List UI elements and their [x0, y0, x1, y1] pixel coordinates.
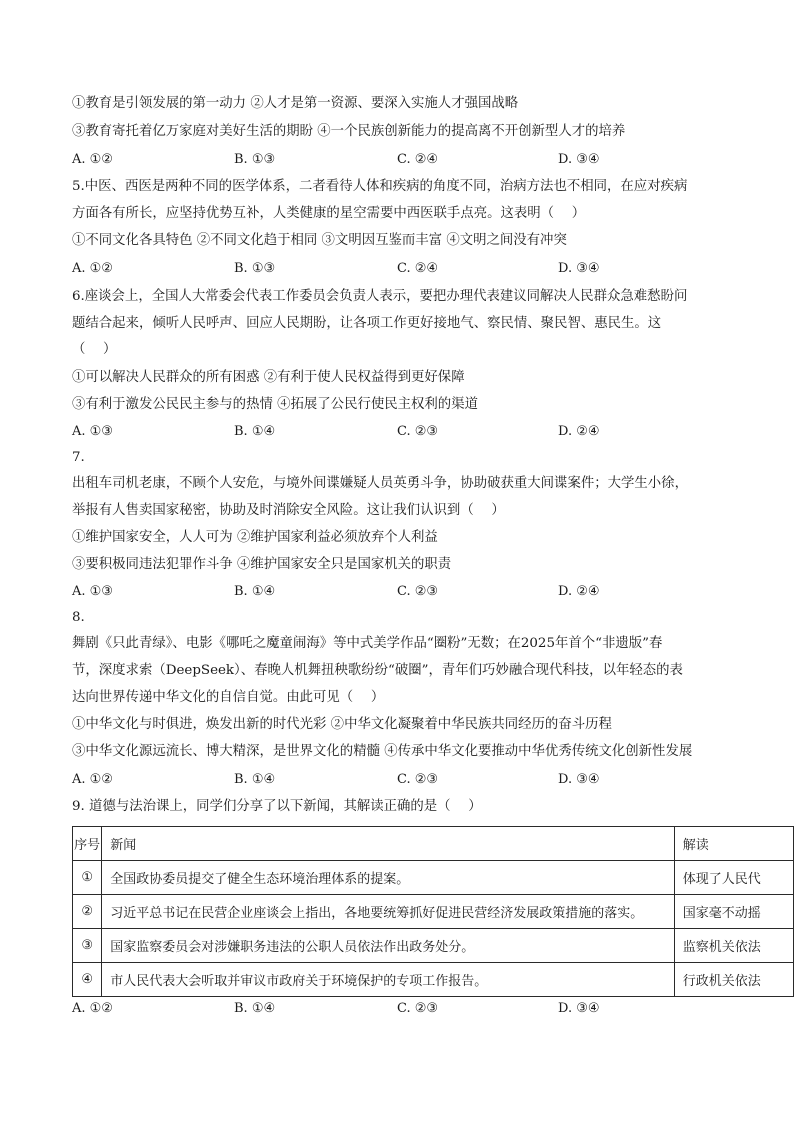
q8-option-a: A. ①②	[72, 772, 113, 787]
q6-stem-line-1: 6.座谈会上，全国人大常委会代表工作委员会负责人表示，要把办理代表建议同解决人民群众急难愁盼问	[72, 289, 688, 304]
q8-option-d: D. ③④	[558, 772, 600, 787]
q7-number: 7.	[72, 450, 85, 465]
q6-option-a: A. ①③	[72, 424, 113, 439]
header-index: 序号	[73, 827, 102, 861]
row-index: ④	[73, 963, 102, 997]
table-row	[73, 963, 794, 997]
q9-option-c: C. ②③	[397, 1001, 439, 1016]
q7-statement-1: ①维护国家安全，人人可为 ②维护国家利益必须放弃个人利益	[72, 530, 438, 545]
row-news: 习近平总书记在民营企业座谈会上指出，各地要统筹抓好促进民营经济发展政策措施的落实。	[102, 895, 674, 929]
table-header-row	[73, 827, 794, 861]
q9-option-a: A. ①②	[72, 1001, 113, 1016]
q8-statement-1: ①中华文化与时俱进，焕发出新的时代光彩 ②中华文化凝聚着中华民族共同经历的奋斗历程	[72, 717, 612, 732]
q6-statement-1: ①可以解决人民群众的所有困惑 ②有利于使人民权益得到更好保障	[72, 370, 465, 385]
q9-stem: 9. 道德与法治课上，同学们分享了以下新闻，其解读正确的是（ ）	[72, 799, 482, 814]
q4-option-a: A. ①②	[72, 152, 113, 167]
q5-statements: ①不同文化各具特色 ②不同文化趋于相同 ③文明因互鉴而丰富 ④文明之间没有冲突	[72, 233, 567, 248]
q4-option-b: B. ①③	[234, 152, 276, 167]
q5-option-a: A. ①②	[72, 261, 113, 276]
row-interpretation: 体现了人民代	[674, 861, 793, 895]
q7-statement-2: ③要积极同违法犯罪作斗争 ④维护国家安全只是国家机关的职责	[72, 557, 452, 572]
row-index: ②	[73, 895, 102, 929]
q6-stem-line-3: （ ）	[72, 342, 117, 357]
q8-stem-line-3: 达向世界传递中华文化的自信自觉。由此可见（ ）	[72, 690, 385, 705]
q7-stem-line-1: 出租车司机老康，不顾个人安危，与境外间谍嫌疑人员英勇斗争，协助破获重大间谍案件；大学生小徐，	[72, 476, 688, 491]
q9-news-table	[72, 826, 794, 997]
q4-statement-1: ①教育是引领发展的第一动力 ②人才是第一资源、要深入实施人才强国战略	[72, 96, 519, 111]
row-news: 全国政协委员提交了健全生态环境治理体系的提案。	[102, 861, 674, 895]
q4-option-c: C. ②④	[397, 152, 439, 167]
q5-option-d: D. ③④	[558, 261, 600, 276]
q5-stem-line-2: 方面各有所长，应坚持优势互补，人类健康的星空需要中西医联手点亮。这表明（ ）	[72, 206, 586, 221]
q9-option-b: B. ①④	[234, 1001, 276, 1016]
q8-statement-2: ③中华文化源远流长、博大精深，是世界文化的精髓 ④传承中华文化要推动中华优秀传统文化创新性发展	[72, 744, 693, 759]
q6-option-b: B. ①④	[234, 424, 276, 439]
row-index: ③	[73, 929, 102, 963]
q4-option-d: D. ③④	[558, 152, 600, 167]
row-news: 市人民代表大会听取并审议市政府关于环境保护的专项工作报告。	[102, 963, 674, 997]
q7-option-a: A. ①③	[72, 584, 113, 599]
row-interpretation: 监察机关依法	[674, 929, 793, 963]
q7-stem-line-2: 举报有人售卖国家秘密，协助及时消除安全风险。这让我们认识到（ ）	[72, 503, 505, 518]
q6-option-c: C. ②③	[397, 424, 439, 439]
row-index: ①	[73, 861, 102, 895]
table-row	[73, 929, 794, 963]
q6-stem-line-2: 题结合起来，倾听人民呼声、回应人民期盼，让各项工作更好接地气、察民情、聚民智、惠民生。这	[72, 316, 662, 331]
row-news: 国家监察委员会对涉嫌职务违法的公职人员依法作出政务处分。	[102, 929, 674, 963]
header-news: 新闻	[102, 827, 674, 861]
row-interpretation: 国家毫不动摇	[674, 895, 793, 929]
q6-option-d: D. ②④	[558, 424, 600, 439]
q9-option-d: D. ③④	[558, 1001, 600, 1016]
table-row	[73, 895, 794, 929]
header-interpretation: 解读	[674, 827, 793, 861]
q7-option-c: C. ②③	[397, 584, 439, 599]
q5-stem-line-1: 5.中医、西医是两种不同的医学体系，二者看待人体和疾病的角度不同，治病方法也不相同，在应对疾病	[72, 179, 688, 194]
q8-option-c: C. ②③	[397, 772, 439, 787]
q8-option-b: B. ①④	[234, 772, 276, 787]
q5-option-b: B. ①③	[234, 261, 276, 276]
q5-option-c: C. ②④	[397, 261, 439, 276]
q8-number: 8.	[72, 610, 85, 625]
row-interpretation: 行政机关依法	[674, 963, 793, 997]
q4-statement-2: ③教育寄托着亿万家庭对美好生活的期盼 ④一个民族创新能力的提高离不开创新型人才的培养	[72, 124, 626, 139]
table-row	[73, 861, 794, 895]
q8-stem-line-1: 舞剧《只此青绿》、电影《哪吒之魔童闹海》等中式美学作品“圈粉”无数；在2025年首个“非遗版”春	[72, 636, 663, 651]
q8-stem-line-2: 节，深度求索（DeepSeek）、春晚人机舞扭秧歌纷纷“破圈”，青年们巧妙融合现代科技，以年轻态的表	[72, 663, 683, 678]
q7-option-b: B. ①④	[234, 584, 276, 599]
q7-option-d: D. ②④	[558, 584, 600, 599]
q6-statement-2: ③有利于激发公民民主参与的热情 ④拓展了公民行使民主权利的渠道	[72, 397, 478, 412]
